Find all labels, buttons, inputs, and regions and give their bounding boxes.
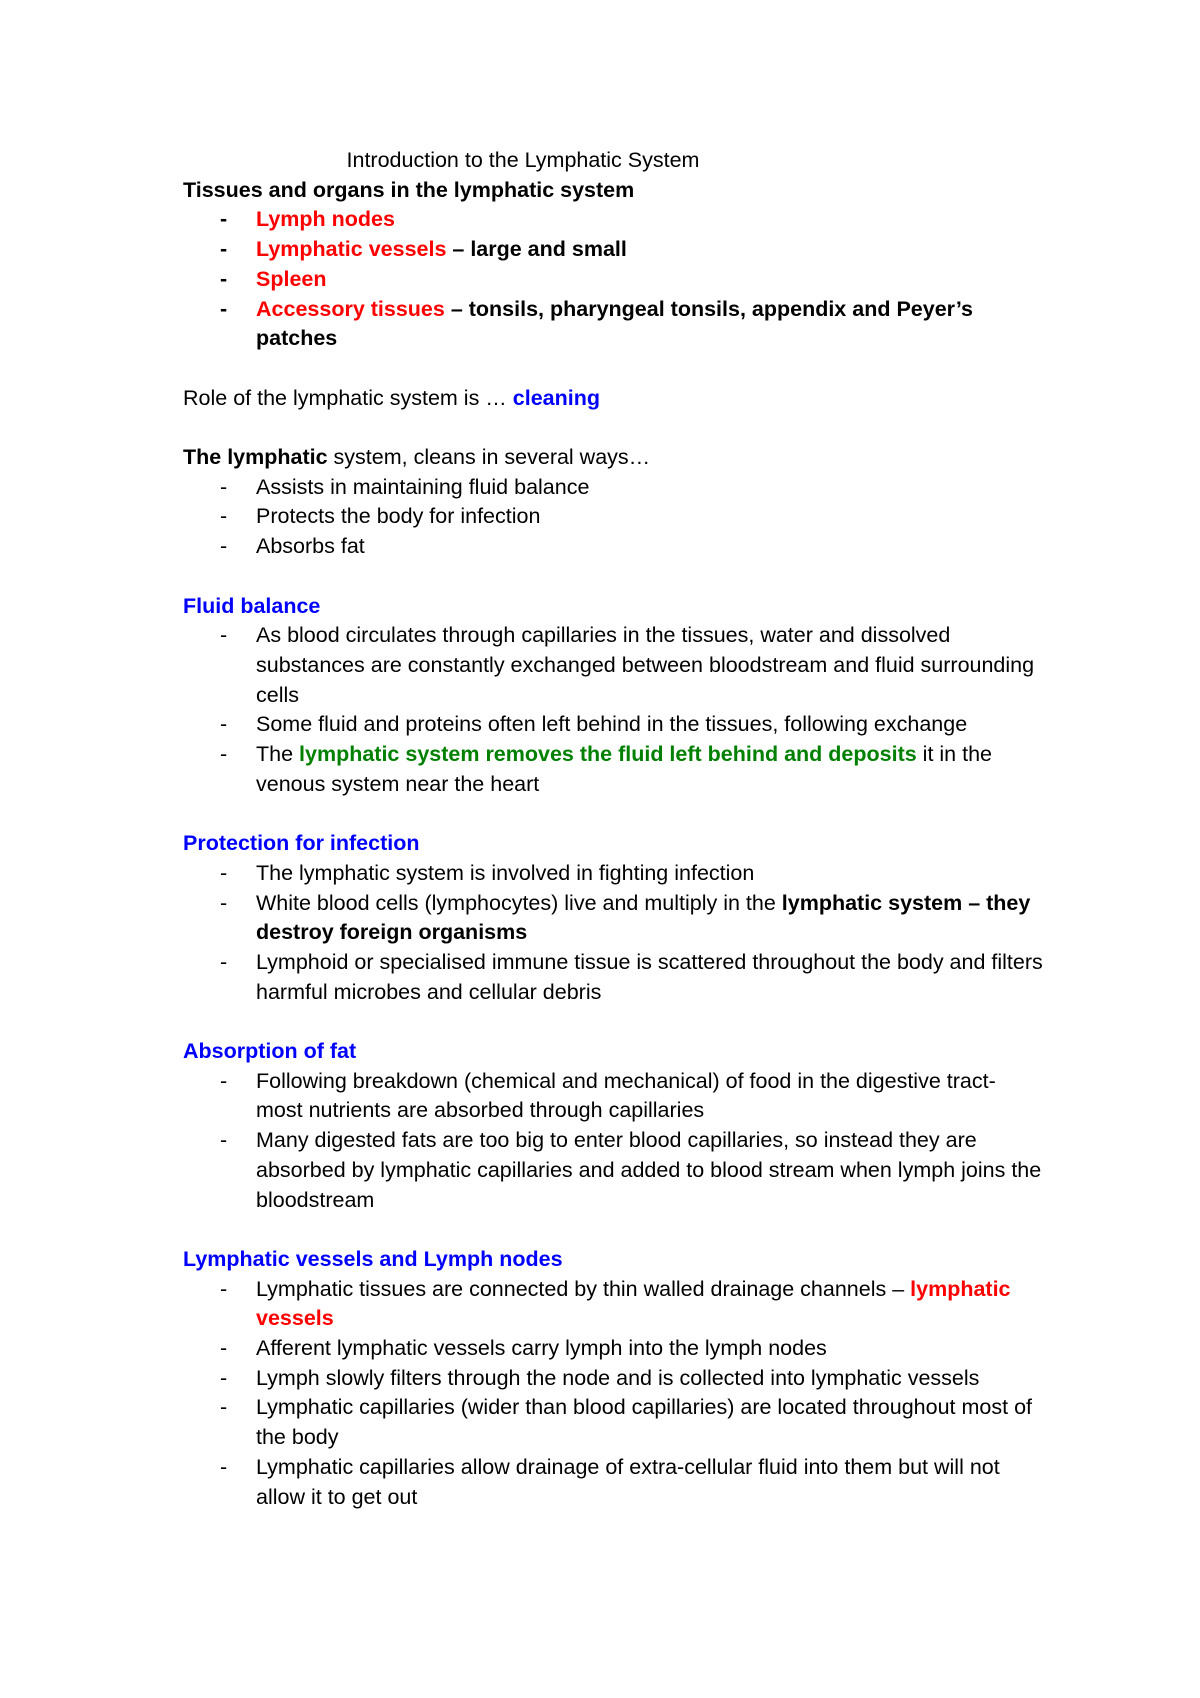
list-item: - The lymphatic system removes the fluid left behind and deposits it in the venous system near the heart [220,742,992,796]
list-item: - Lymph slowly filters through the node and is collected into lymphatic vessels [183,1364,1043,1394]
dash-bullet: - [220,860,228,885]
tissues-heading: Tissues and organs in the lymphatic system [183,177,635,202]
dash-bullet: - [220,1365,228,1390]
list-item: - Lymphatic vessels – large and small [183,235,1043,265]
document-body [183,146,1043,1512]
protection-list [183,859,1043,1008]
dash-bullet: - [220,890,228,915]
vessels-list [183,1275,1043,1513]
list-item: - Protects the body for infection [183,502,1043,532]
dash-bullet: - [220,1276,228,1301]
dash-bullet: - [220,623,228,648]
cleans-list [183,473,1043,562]
list-item: - Accessory tissues – tonsils, pharyngeal tonsils, appendix and Peyer’s patches [220,296,973,351]
list-item: - White blood cells (lymphocytes) live and multiply in the lymphatic system – they destroy foreign organisms [220,890,1031,945]
dash-bullet: - [220,207,228,232]
role-line: Role of the lymphatic system is … cleaning [183,385,600,410]
fluid-heading: Fluid balance [183,593,321,618]
list-item: - Assists in maintaining fluid balance [183,473,1043,503]
vessels-heading: Lymphatic vessels and Lymph nodes [183,1246,563,1271]
dash-bullet: - [220,534,228,559]
dash-bullet: - [220,1128,228,1153]
absorption-heading: Absorption of fat [183,1039,357,1064]
list-item: - Afferent lymphatic vessels carry lymph into the lymph nodes [183,1334,1043,1364]
dash-bullet: - [220,949,228,974]
list-item: - Many digested fats are too big to enter blood capillaries, so instead they are absorbed by lymphatic capillaries and added to blood stream when lymph joins the bloodstream [220,1128,1042,1212]
dash-bullet: - [220,296,228,321]
list-item: - Lymph nodes [183,205,1043,235]
cleans-intro: The lymphatic system, cleans in several ways… [183,445,651,469]
list-item: - Lymphatic capillaries allow drainage of extra-cellular fluid into them but will not allow it to get out [220,1454,1000,1509]
dash-bullet: - [220,1068,228,1093]
dash-bullet: - [220,474,228,499]
fluid-list [183,621,1043,799]
absorption-list [183,1067,1043,1216]
protection-heading: Protection for infection [183,831,420,856]
list-item: - Some fluid and proteins often left behind in the tissues, following exchange [183,710,1043,740]
list-item: - Spleen [183,265,1043,295]
dash-bullet: - [220,504,228,529]
list-item: - Lymphatic capillaries (wider than blood capillaries) are located throughout most of the body [220,1395,1032,1450]
dash-bullet: - [220,266,228,291]
document-title: Introduction to the Lymphatic System [346,148,700,172]
list-item: - Lymphatic tissues are connected by thin walled drainage channels – lymphatic vessels [220,1276,1011,1331]
list-item: - As blood circulates through capillaries in the tissues, water and dissolved substances are constantly exchanged between bloodstream and fluid surrounding cells [220,623,1035,707]
dash-bullet: - [220,1454,228,1479]
dash-bullet: - [220,1395,228,1420]
dash-bullet: - [220,742,228,767]
list-item: - The lymphatic system is involved in fighting infection [183,859,1043,889]
list-item: - Lymphoid or specialised immune tissue is scattered throughout the body and filters harmful microbes and cellular debris [220,949,1043,1004]
dash-bullet: - [220,237,228,262]
dash-bullet: - [220,1336,228,1361]
tissues-list [183,205,1043,354]
list-item: - Absorbs fat [183,532,1043,562]
list-item: - Following breakdown (chemical and mechanical) of food in the digestive tract- most nutrients are absorbed through capillaries [220,1068,996,1123]
dash-bullet: - [220,712,228,737]
